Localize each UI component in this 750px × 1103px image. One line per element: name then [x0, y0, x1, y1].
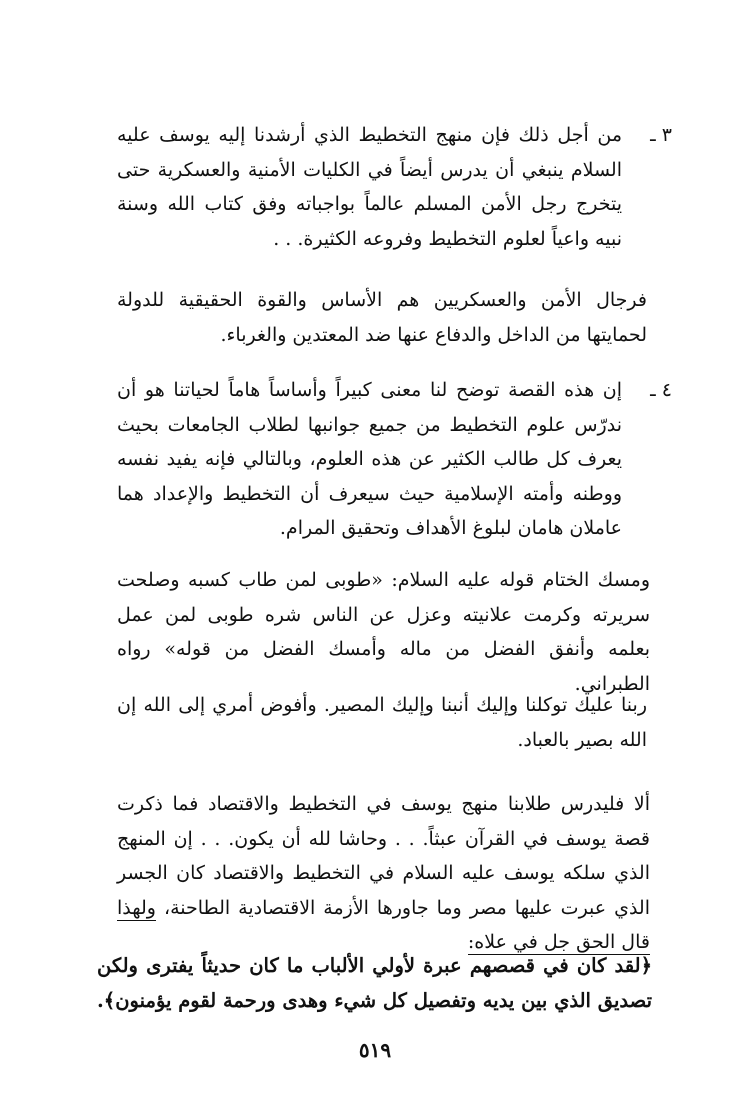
item-3-number: ٣ ـ [650, 124, 672, 146]
paragraph-security-men: فرجال الأمن والعسكريين هم الأساس والقوة الحقيقية للدولة لحمايتها من الداخل والدفاع عنها ضد المعتدين والغرباء. [117, 289, 647, 346]
item-4-text: إن هذه القصة توضح لنا معنى كبيراً وأساساً هاماً لحياتنا هو أن ندرّس علوم التخطيط من جميع جوانبها لطلاب الجامعات بحيث يعرف كل طالب الكثير عن هذه العلوم، وبالتالي فإنه يفيد نفسه ووطنه وأمته الإسلامية حيث سيعرف أن التخطيط والإعداد هما عاملان هامان لبلوغ الأهداف وتحقيق المرام. [117, 379, 622, 539]
quran-verse: ﴿لقد كان في قصصهم عبرة لأولي الألباب ما كان حديثاً يفترى ولكن تصديق الذي بين يديه وتفصيل كل شيء وهدى ورحمة لقوم يؤمنون﴾. [97, 954, 652, 1012]
paragraph-supplication: ربنا عليك توكلنا وإليك أنبنا وإليك المصير. وأفوض أمري إلى الله إن الله بصير بالعباد. [117, 694, 647, 751]
item-4-number: ٤ ـ [650, 379, 672, 401]
underlined-quote-intro: ولهذا قال الحق جل في علاه: [117, 896, 650, 953]
paragraph-hadith: ومسك الختام قوله عليه السلام: «طوبى لمن طاب كسبه وصلحت سريرته وكرمت علانيته وعزل عن الناس شره طوبى لمن عمل بعلمه وأنفق الفضل من ماله وأمسك الفضل من قوله» رواه الطبراني. [117, 569, 650, 695]
paragraph-conclusion-text: ألا فليدرس طلابنا منهج يوسف في التخطيط والاقتصاد فما ذكرت قصة يوسف في القرآن عبثاً. . . وحاشا لله أن يكون. . . إن المنهج الذي سلكه يوسف عليه السلام في التخطيط والاقتصاد كان الجسر الذي عبرت عليها مصر وما جاورها الأزمة الاقتصادية الطاحنة، [117, 793, 651, 919]
paragraph-conclusion [117, 787, 650, 960]
page-number: ٥١٩ [358, 1038, 392, 1062]
item-3-text: من أجل ذلك فإن منهج التخطيط الذي أرشدنا إليه يوسف عليه السلام ينبغي أن يدرس أيضاً في الكليات الأمنية والعسكرية حتى يتخرج رجل الأمن المسلم عالماً بواجباته وفق كتاب الله وسنة نبيه واعياً لعلوم التخطيط وفروعه الكثيرة. . . [117, 124, 622, 250]
